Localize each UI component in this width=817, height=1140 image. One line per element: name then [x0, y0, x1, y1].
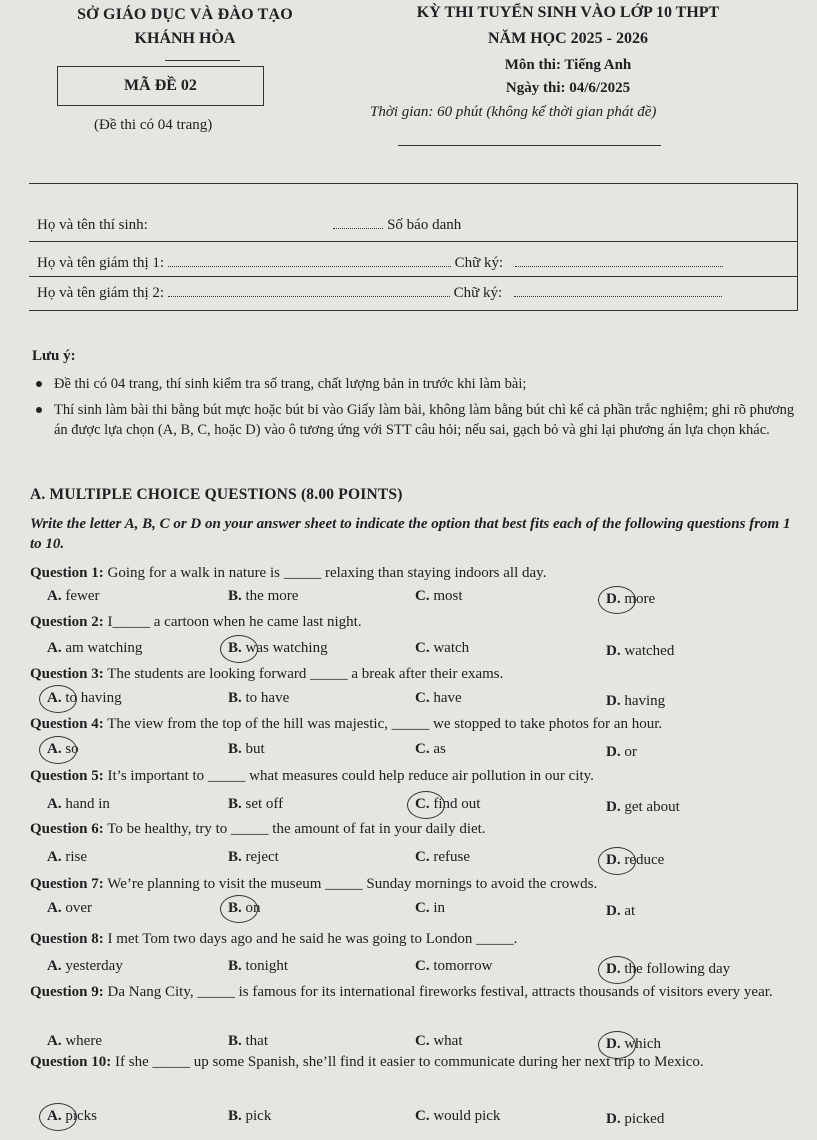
- option-letter: B.: [228, 1108, 242, 1124]
- option-text: watch: [429, 640, 470, 656]
- question-label: Question 6:: [30, 821, 104, 837]
- option-c: [415, 640, 469, 657]
- option-text: watched: [620, 643, 675, 659]
- question-text: I_____ a cartoon when he came last night.: [103, 614, 362, 630]
- question-label: Question 7:: [30, 876, 104, 892]
- answer-circle-mark: [598, 956, 636, 984]
- department-block: [35, 6, 335, 48]
- option-text: picked: [620, 1111, 665, 1127]
- option-letter: D.: [606, 1111, 621, 1127]
- option-letter: B.: [228, 900, 242, 916]
- question-5: [30, 767, 805, 785]
- option-b: [228, 849, 279, 866]
- option-text: rise: [61, 849, 88, 865]
- option-text: most: [429, 588, 463, 604]
- option-text: hand in: [61, 796, 110, 812]
- header-underline-left: [165, 60, 240, 61]
- option-text: picks: [61, 1108, 98, 1124]
- question-7: [30, 875, 805, 893]
- option-text: find out: [429, 796, 481, 812]
- option-text: to have: [241, 690, 290, 706]
- answer-circle-mark: [39, 736, 77, 764]
- option-text: have: [429, 690, 462, 706]
- option-letter: D.: [606, 1036, 621, 1052]
- question-text: Da Nang City, _____ is famous for its international fireworks festival, attracts thousands of visitors every year.: [103, 984, 773, 1000]
- option-letter: C.: [415, 900, 430, 916]
- exam-date: Ngày thi: 04/6/2025: [505, 80, 631, 96]
- option-letter: D.: [606, 903, 621, 919]
- option-letter: A.: [47, 958, 62, 974]
- answer-circle-mark: [220, 895, 258, 923]
- option-c: [415, 1108, 500, 1125]
- option-letter: D.: [606, 799, 621, 815]
- option-c: [415, 849, 470, 866]
- option-letter: B.: [228, 690, 242, 706]
- option-text: was watching: [241, 640, 328, 656]
- option-letter: D.: [606, 961, 621, 977]
- question-text: If she _____ up some Spanish, she’ll find it easier to communicate during her next trip to Mexico.: [111, 1054, 704, 1070]
- section-instruction: Write the letter A, B, C or D on your answer sheet to indicate the option that best fits each of the following questions from 1 to 10.: [30, 516, 791, 552]
- option-text: reduce: [620, 852, 665, 868]
- option-letter: C.: [415, 849, 430, 865]
- time-note: Thời gian: 60 phút (không kể thời gian phát đề): [370, 104, 657, 120]
- option-a: [47, 958, 123, 975]
- option-letter: D.: [606, 591, 621, 607]
- option-text: am watching: [61, 640, 143, 656]
- option-letter: B.: [228, 796, 242, 812]
- option-letter: C.: [415, 690, 430, 706]
- option-d: [606, 799, 680, 816]
- option-c: [415, 958, 493, 975]
- option-letter: B.: [228, 588, 242, 604]
- question-4: [30, 715, 805, 733]
- option-letter: B.: [228, 849, 242, 865]
- option-text: tonight: [241, 958, 289, 974]
- candidate-name-label: Họ và tên thí sinh:: [37, 217, 148, 233]
- option-letter: C.: [415, 1033, 430, 1049]
- option-text: what: [429, 1033, 463, 1049]
- question-text: We’re planning to visit the museum _____ Sunday mornings to avoid the crowds.: [103, 876, 598, 892]
- question-label: Question 2:: [30, 614, 104, 630]
- option-text: yesterday: [61, 958, 123, 974]
- exam-title-block: [348, 4, 788, 97]
- question-label: Question 8:: [30, 931, 104, 947]
- school-year: NĂM HỌC 2025 - 2026: [488, 30, 648, 47]
- question-text: To be healthy, try to _____ the amount of fat in your daily diet.: [103, 821, 486, 837]
- option-text: the more: [241, 588, 299, 604]
- option-text: so: [61, 741, 79, 757]
- question-label: Question 5:: [30, 768, 104, 784]
- option-text: but: [241, 741, 265, 757]
- option-a: [47, 900, 92, 917]
- option-text: that: [241, 1033, 269, 1049]
- option-b: [228, 958, 288, 975]
- option-letter: D.: [606, 693, 621, 709]
- candidate-info-box: [29, 183, 798, 311]
- question-text: It’s important to _____ what measures could help reduce air pollution in our city.: [103, 768, 594, 784]
- question-9: [30, 983, 805, 1001]
- option-letter: B.: [228, 640, 242, 656]
- option-d: [606, 643, 674, 660]
- option-text: more: [620, 591, 656, 607]
- option-c: [415, 900, 445, 917]
- option-d: [606, 903, 635, 920]
- option-text: or: [620, 744, 637, 760]
- option-c: [415, 690, 462, 707]
- question-2: [30, 613, 805, 631]
- option-letter: C.: [415, 1108, 430, 1124]
- option-a: [47, 796, 110, 813]
- option-letter: A.: [47, 796, 62, 812]
- option-letter: A.: [47, 690, 62, 706]
- option-b: [228, 1033, 268, 1050]
- question-label: Question 1:: [30, 565, 104, 581]
- question-text: The view from the top of the hill was majestic, _____ we stopped to take photos for an hour.: [103, 716, 663, 732]
- department-name: SỞ GIÁO DỤC VÀ ĐÀO TẠO: [77, 6, 293, 23]
- question-8: [30, 930, 805, 948]
- option-letter: A.: [47, 849, 62, 865]
- pages-note: (Đề thi có 04 trang): [94, 117, 213, 133]
- header-underline-right: [398, 145, 661, 146]
- proctor2-label: Họ và tên giám thị 2:: [37, 285, 165, 301]
- option-d: [606, 693, 665, 710]
- notes-title: Lưu ý:: [32, 348, 76, 364]
- question-6: [30, 820, 805, 838]
- exam-title: KỲ THI TUYỂN SINH VÀO LỚP 10 THPT: [416, 4, 720, 21]
- option-letter: B.: [228, 1033, 242, 1049]
- subject: Môn thi: Tiếng Anh: [504, 57, 632, 73]
- option-a: [47, 1033, 102, 1050]
- proctor1-row: [37, 254, 723, 272]
- option-b: [228, 1108, 271, 1125]
- option-b: [228, 690, 289, 707]
- question-label: Question 4:: [30, 716, 104, 732]
- proctor2-row: [37, 284, 722, 302]
- option-letter: C.: [415, 741, 430, 757]
- candidate-number-label: Số báo danh: [387, 217, 462, 233]
- option-text: set off: [241, 796, 284, 812]
- option-text: where: [61, 1033, 102, 1049]
- question-3: [30, 665, 805, 683]
- option-text: fewer: [61, 588, 100, 604]
- option-c: [415, 741, 446, 758]
- option-letter: A.: [47, 741, 62, 757]
- option-letter: C.: [415, 640, 430, 656]
- question-10: [30, 1053, 805, 1071]
- answer-circle-mark: [39, 1103, 77, 1131]
- option-text: in: [429, 900, 446, 916]
- option-letter: C.: [415, 958, 430, 974]
- option-d: [606, 744, 637, 761]
- option-letter: D.: [606, 643, 621, 659]
- question-1: [30, 564, 805, 582]
- note-item: Đề thi có 04 trang, thí sinh kiểm tra số trang, chất lượng bản in trước khi làm bài;: [36, 374, 801, 396]
- answer-circle-mark: [407, 791, 445, 819]
- option-b: [228, 588, 298, 605]
- option-text: the following day: [620, 961, 731, 977]
- option-letter: B.: [228, 958, 242, 974]
- question-label: Question 3:: [30, 666, 104, 682]
- option-a: [47, 849, 87, 866]
- option-letter: A.: [47, 640, 62, 656]
- option-text: at: [620, 903, 636, 919]
- option-text: tomorrow: [429, 958, 493, 974]
- option-text: pick: [241, 1108, 272, 1124]
- question-label: Question 9:: [30, 984, 104, 1000]
- proctor1-label: Họ và tên giám thị 1:: [37, 255, 165, 271]
- signature1-label: Chữ ký:: [454, 255, 504, 271]
- province-name: KHÁNH HÒA: [134, 30, 236, 47]
- candidate-name-row: [37, 216, 461, 234]
- option-text: would pick: [429, 1108, 501, 1124]
- option-letter: A.: [47, 1108, 62, 1124]
- note-item: Thí sinh làm bài thi bằng bút mực hoặc bút bi vào Giấy làm bài, không làm bằng bút chì kể cả phần trắc nghiệm; ghi rõ phương án được lựa chọn (A, B, C, hoặc D) vào ô tương ứng với STT câu hỏi; nếu sai, gạch bỏ và ghi lại phương án lựa chọn khác.: [36, 400, 801, 466]
- answer-circle-mark: [598, 847, 636, 875]
- option-text: to having: [61, 690, 122, 706]
- option-text: get about: [620, 799, 680, 815]
- option-text: on: [241, 900, 261, 916]
- question-label: Question 10:: [30, 1054, 112, 1070]
- option-text: over: [61, 900, 92, 916]
- answer-circle-mark: [39, 685, 77, 713]
- option-c: [415, 588, 463, 605]
- option-a: [47, 640, 142, 657]
- option-letter: C.: [415, 588, 430, 604]
- question-text: I met Tom two days ago and he said he was going to London _____.: [103, 931, 518, 947]
- option-letter: D.: [606, 852, 621, 868]
- option-letter: A.: [47, 588, 62, 604]
- bullet-icon: [36, 381, 42, 387]
- section-title: A. MULTIPLE CHOICE QUESTIONS (8.00 POINTS): [30, 486, 403, 503]
- option-text: which: [620, 1036, 662, 1052]
- option-c: [415, 1033, 463, 1050]
- question-text: Going for a walk in nature is _____ relaxing than staying indoors all day.: [103, 565, 547, 581]
- option-letter: A.: [47, 1033, 62, 1049]
- option-a: [47, 588, 99, 605]
- option-letter: A.: [47, 900, 62, 916]
- option-b: [228, 741, 265, 758]
- option-text: reject: [241, 849, 279, 865]
- option-text: refuse: [429, 849, 470, 865]
- answer-circle-mark: [598, 586, 636, 614]
- option-b: [228, 796, 283, 813]
- option-letter: B.: [228, 741, 242, 757]
- exam-code-box: MÃ ĐỀ 02: [57, 66, 264, 106]
- answer-circle-mark: [220, 635, 258, 663]
- option-letter: D.: [606, 744, 621, 760]
- signature2-label: Chữ ký:: [453, 285, 503, 301]
- option-d: [606, 1111, 664, 1128]
- question-text: The students are looking forward _____ a break after their exams.: [103, 666, 504, 682]
- option-text: having: [620, 693, 666, 709]
- option-text: as: [429, 741, 446, 757]
- option-letter: C.: [415, 796, 430, 812]
- bullet-icon: [36, 407, 42, 413]
